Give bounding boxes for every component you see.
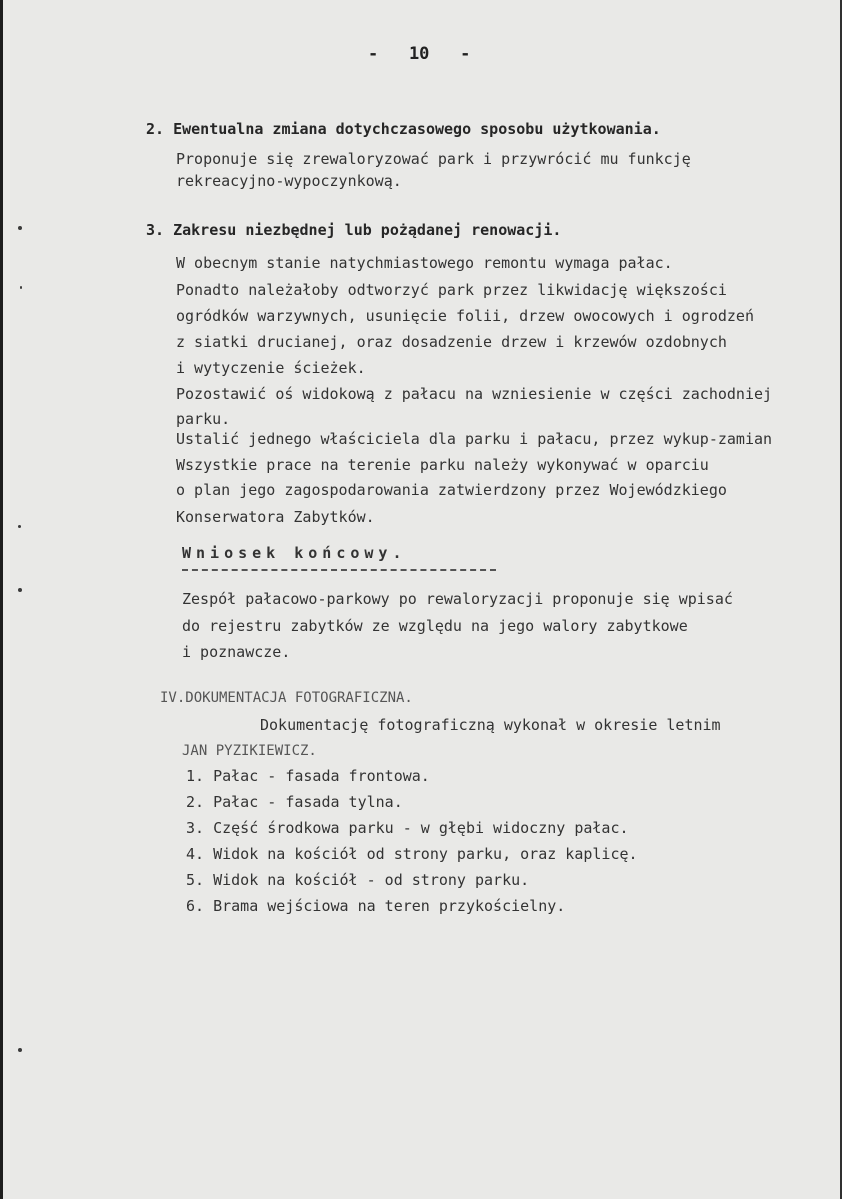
section-3-line: Wszystkie prace na terenie parku należy wykonywać w oparciu xyxy=(176,456,709,474)
punch-mark xyxy=(20,286,22,289)
photo-list-item: 1. Pałac - fasada frontowa. xyxy=(186,767,430,785)
conclusion-line: do rejestru zabytków ze względu na jego walory zabytkowe xyxy=(182,617,688,635)
photo-list-item: 3. Część środkowa parku - w głębi widoczny pałac. xyxy=(186,819,629,837)
section-2-line: Proponuje się zrewaloryzować park i przywrócić mu funkcję xyxy=(176,150,691,168)
section-3-heading: 3. Zakresu niezbędnej lub pożądanej renowacji. xyxy=(146,221,562,239)
punch-mark xyxy=(18,226,22,230)
section-3-line: W obecnym stanie natychmiastowego remontu wymaga pałac. xyxy=(176,254,673,272)
conclusion-underline xyxy=(182,566,496,571)
conclusion-line: Zespół pałacowo-parkowy po rewaloryzacji proponuje się wpisać xyxy=(182,590,733,608)
section-3-line: i wytyczenie ścieżek. xyxy=(176,359,366,377)
conclusion-heading: Wniosek końcowy. xyxy=(182,544,407,562)
punch-mark xyxy=(18,1048,22,1052)
section-4-photographer: JAN PYZIKIEWICZ. xyxy=(182,743,317,759)
section-2-heading: 2. Ewentualna zmiana dotychczasowego sposobu użytkowania. xyxy=(146,120,661,138)
punch-mark xyxy=(18,525,21,528)
photo-list-item: 6. Brama wejściowa na teren przykościelny. xyxy=(186,897,566,915)
conclusion-line: i poznawcze. xyxy=(182,643,291,661)
punch-mark xyxy=(18,588,22,592)
section-3-line: parku. xyxy=(176,410,231,428)
section-2-line: rekreacyjno-wypoczynkową. xyxy=(176,172,402,190)
photo-list-item: 4. Widok na kościół od strony parku, oraz kaplicę. xyxy=(186,845,638,863)
section-4-heading: IV.DOKUMENTACJA FOTOGRAFICZNA. xyxy=(160,690,413,706)
page-left-shadow xyxy=(0,0,3,1199)
page-number: - 10 - xyxy=(368,44,471,64)
section-3-line: o plan jego zagospodarowania zatwierdzony przez Wojewódzkiego xyxy=(176,481,727,499)
section-3-line: Konserwatora Zabytków. xyxy=(176,508,375,526)
section-3-line: Ponadto należałoby odtworzyć park przez likwidację większości xyxy=(176,281,727,299)
section-3-line: ogródków warzywnych, usunięcie folii, drzew owocowych i ogrodzeń xyxy=(176,307,754,325)
section-3-line: z siatki drucianej, oraz dosadzenie drzew i krzewów ozdobnych xyxy=(176,333,727,351)
section-3-line: Pozostawić oś widokową z pałacu na wzniesienie w części zachodniej xyxy=(176,385,773,403)
photo-list-item: 2. Pałac - fasada tylna. xyxy=(186,793,403,811)
section-4-intro-line: Dokumentację fotograficzną wykonał w okresie letnim xyxy=(260,716,721,734)
photo-list-item: 5. Widok na kościół - od strony parku. xyxy=(186,871,530,889)
section-3-line: Ustalić jednego właściciela dla parku i pałacu, przez wykup-zamian xyxy=(176,430,773,448)
